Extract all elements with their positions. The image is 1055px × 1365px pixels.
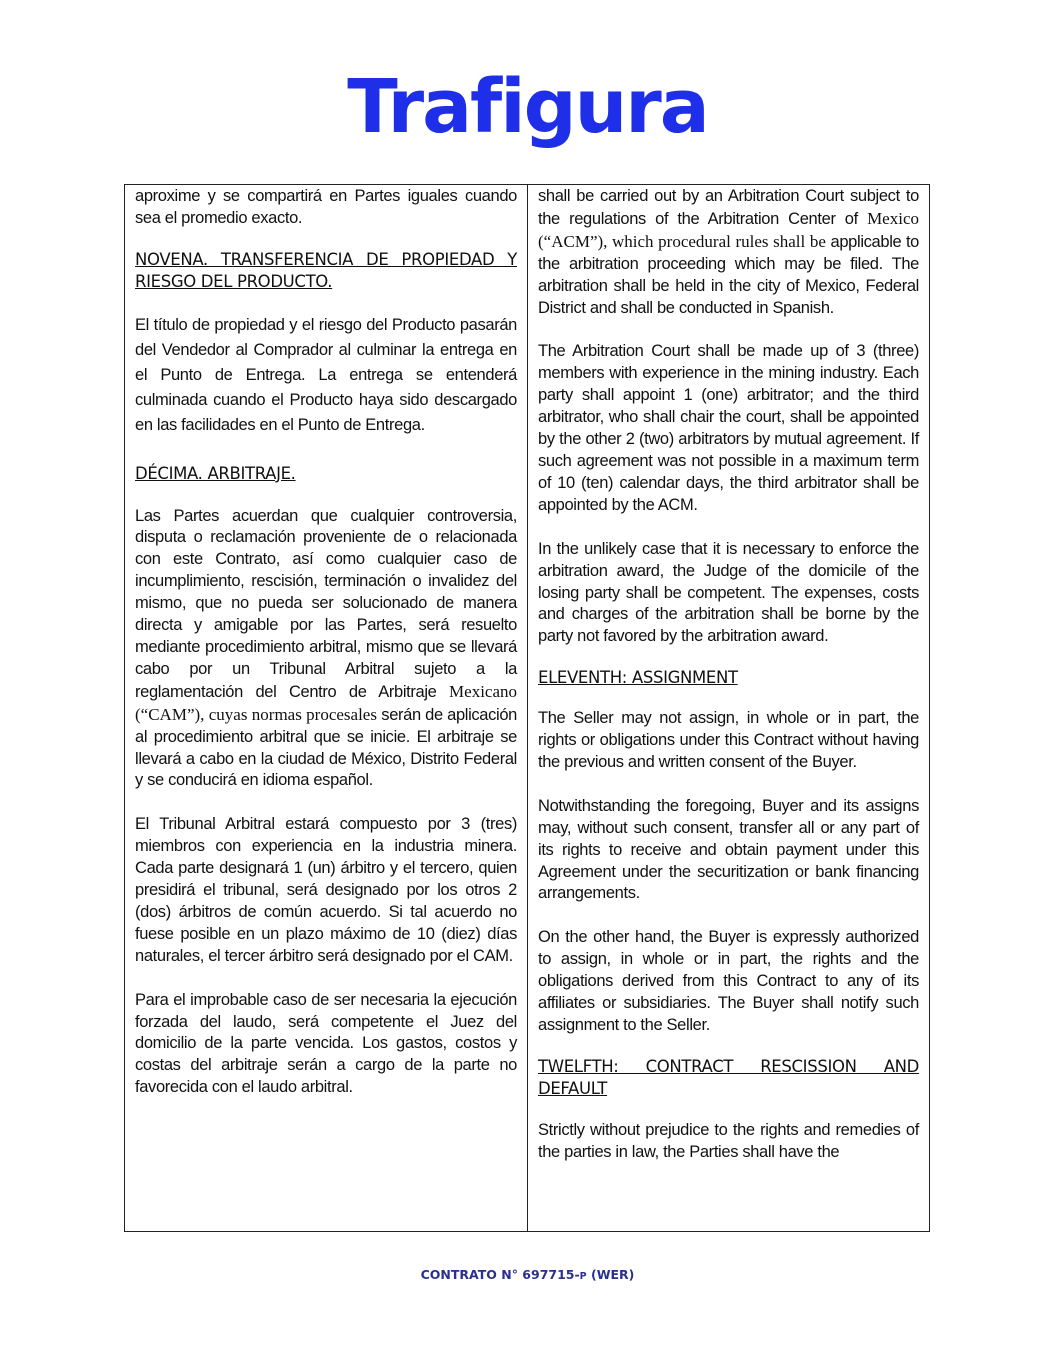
paragraph-novena: El título de propiedad y el riesgo del Producto pasarán del Vendedor al Comprador al culminar la entrega en el Punto de Entrega. La entrega se entenderá culminada cuando el Producto haya sido descargado en las facilidades en el Punto de Entrega.: [135, 315, 517, 435]
contract-number-suffix: P: [579, 1271, 587, 1282]
paragraph-twelfth: Strictly without prejudice to the rights and remedies of the parties in law, the Parties shall have the: [538, 1120, 919, 1161]
heading-eleventh: ELEVENTH: ASSIGNMENT: [538, 668, 738, 688]
paragraph-assignment-3: On the other hand, the Buyer is expressly authorized to assign, in whole or in part, the rights and the obligations derived from this Contract to any of its affiliates or subsidiaries. The Buyer shall notify such assignment to the Seller.: [538, 928, 919, 1034]
right-intro-part-b: applicable to the arbitration proceeding which may be filed. The arbitration shall be held in the city of Mexico, Federal District and shall be conducted in Spanish.: [538, 232, 920, 317]
english-column: [528, 185, 929, 1231]
right-intro-paragraph: [538, 186, 919, 319]
paragraph-arbitration-court: The Arbitration Court shall be made up of 3 (three) members with experience in the mining industry. Each party shall appoint 1 (one) arbitrator; and the third arbitrator, who shall chair the court, shall be appointed by the other 2 (two) arbitrators by mutual agreement. If such agreement was not possible in a maximum term of 10 (ten) calendar days, the third arbitrator shall be appointed by the ACM.: [538, 342, 919, 514]
spanish-column: [125, 185, 528, 1231]
heading-twelfth: TWELFTH: CONTRACT RESCISSION AND DEFAULT: [538, 1056, 919, 1098]
contract-number-tail: (WER): [586, 1267, 635, 1282]
paragraph-enforcement: In the unlikely case that it is necessary to enforce the arbitration award, the Judge of the domicile of the losing party shall be competent. The expenses, costs and charges of the arbitration shall be borne by the party not favored by the arbitration award.: [538, 539, 919, 646]
paragraph-decima-3: Para el improbable caso de ser necesaria la ejecución forzada del laudo, será competente el Juez del domicilio de la parte vencida. Los gastos, costos y costas del arbitraje serán a cargo de la parte no favorecida con el laudo arbitral.: [135, 990, 517, 1097]
right-intro-part-a: shall be carried out by an Arbitration Court subject to the regulations of the Arbitration Center of: [538, 187, 919, 228]
heading-novena: NOVENA. TRANSFERENCIA DE PROPIEDAD Y RIESGO DEL PRODUCTO.: [135, 249, 517, 291]
paragraph-decima-2: El Tribunal Arbitral estará compuesto por 3 (tres) miembros con experiencia en la industria minera. Cada parte designará 1 (un) árbitro y el tercero, quien presidirá el tribunal, será designado por los otros 2 (dos) árbitros de común acuerdo. Si tal acuerdo no fuese posible en un plazo máximo de 10 (diez) días naturales, el tercer árbitro será designado por el CAM.: [135, 815, 517, 965]
paragraph-decima-1: [135, 506, 517, 793]
paragraph-assignment-2: Notwithstanding the foregoing, Buyer and its assigns may, without such consent, transfer all or any part of its rights to receive and obtain payment under this Agreement under the securitization or bank financing arrangements.: [538, 796, 919, 903]
paragraph-decima-1-part-b: serán de aplicación al procedimiento arbitral que se inicie. El arbitraje se llevará a cabo en la ciudad de México, Distrito Federal y se conducirá en idioma español.: [135, 705, 517, 790]
paragraph-decima-1-serif: Mexicano (“CAM”), cuyas normas procesales: [135, 681, 518, 724]
contract-two-column-table: [124, 184, 930, 1232]
paragraph-assignment-1: The Seller may not assign, in whole or in part, the rights or obligations under this Contract without having the previous and written consent of the Buyer.: [538, 709, 919, 771]
contract-number-prefix: CONTRATO N° 697715-: [420, 1267, 580, 1282]
right-intro-serif: Mexico (“ACM”), which procedural rules shall be: [538, 208, 919, 251]
paragraph-decima-1-part-a: Las Partes acuerdan que cualquier controversia, disputa o reclamación proveniente de o relacionada con este Contrato, así como cualquier caso de incumplimiento, rescisión, terminación o invalidez del mismo, que no pueda ser solucionado de manera directa y amigable por las Partes, será resuelto mediante procedimiento arbitral, mismo que se llevará cabo por un Tribunal Arbitral sujeto a la reglamentación del Centro de Arbitraje: [135, 506, 517, 701]
heading-decima: DÉCIMA. ARBITRAJE.: [135, 463, 296, 483]
contract-number-footer: [0, 1267, 1055, 1282]
left-intro-paragraph: aproxime y se compartirá en Partes iguales cuando sea el promedio exacto.: [135, 187, 517, 227]
trafigura-logo: Trafigura: [347, 64, 708, 150]
